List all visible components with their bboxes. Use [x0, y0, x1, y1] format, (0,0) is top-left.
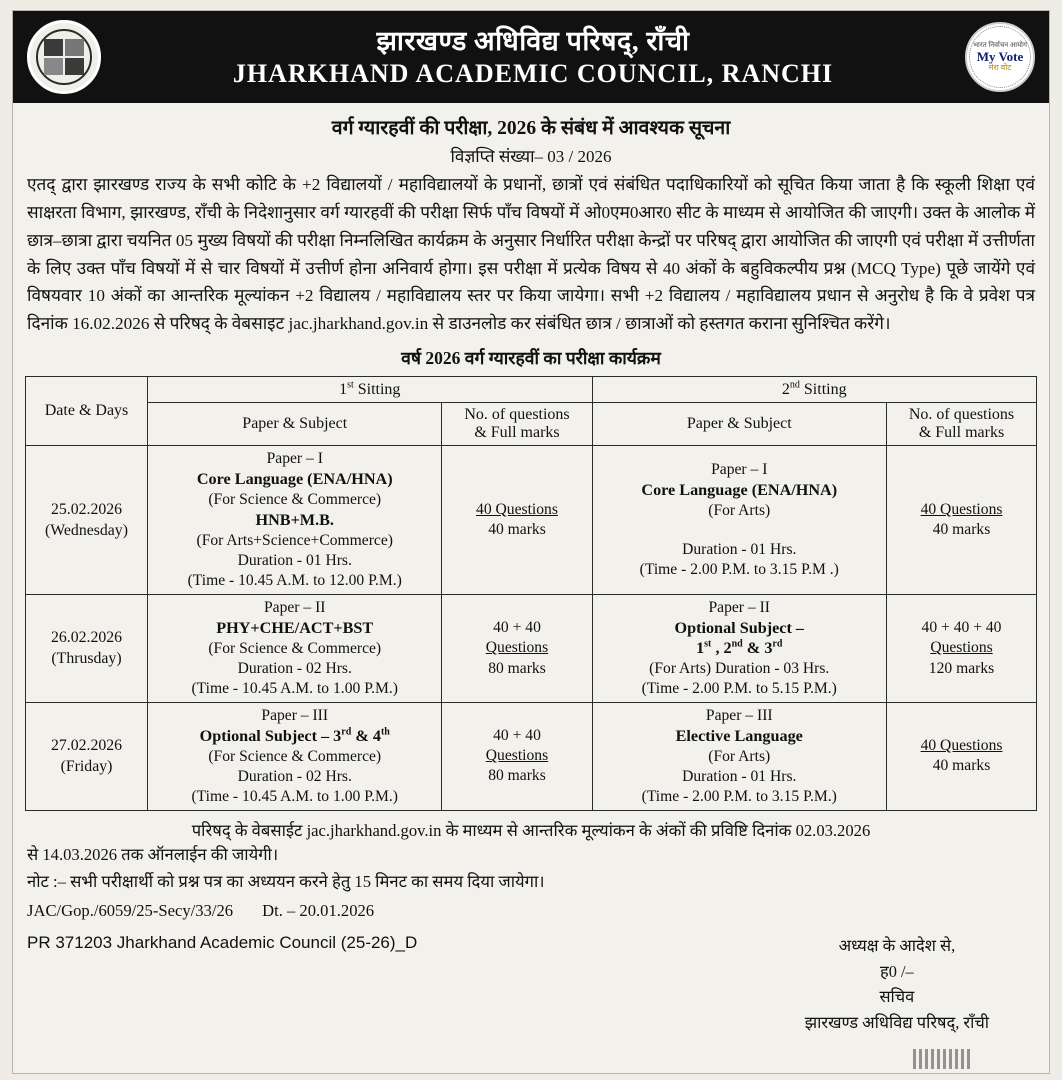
table-row: [26, 446, 1037, 594]
th-sitting-2-label: 2nd Sitting: [781, 380, 847, 399]
table-row: [26, 594, 1037, 702]
table-header-row-2: [26, 403, 1037, 446]
exam-date: 26.02.2026: [50, 629, 123, 647]
th-paper-subject-1: Paper & Subject: [148, 403, 442, 446]
my-vote-top-text: भारत निर्वाचन आयोग: [973, 41, 1027, 49]
cell-sitting2-questions: 40 Questions 40 marks: [887, 703, 1037, 811]
table-body: [26, 446, 1037, 810]
th-sitting-1: [148, 377, 593, 403]
cell-sitting2-paper: Paper – III Elective Language (For Arts) Duration - 01 Hrs. (Time - 2.00 P.M. to 3.15 P.M.): [592, 703, 887, 811]
cell-sitting2-paper: Paper – II Optional Subject – 1st , 2nd & 3rd (For Arts) Duration - 03 Hrs. (Time - 2.00 P.M. to 5.15 P.M.): [592, 594, 887, 702]
cell-sitting2-questions: 40 + 40 + 40 Questions 120 marks: [887, 594, 1037, 702]
exam-day: (Wednesday): [45, 522, 128, 540]
footer-reference: [27, 899, 1035, 924]
schedule-title: वर्ष 2026 वर्ग ग्यारहवीं का परीक्षा कार्यक्रम: [401, 348, 661, 369]
th-sitting-2: [592, 377, 1037, 403]
my-vote-main-text: My Vote: [976, 49, 1024, 64]
jac-emblem-icon: [27, 20, 101, 94]
signature-sd: ह0 /–: [879, 961, 914, 981]
signature-block: [805, 933, 989, 1035]
my-vote-logo-icon: [965, 22, 1035, 92]
notice-heading: वर्ग ग्यारहवीं की परीक्षा, 2026 के संबंध में आवश्यक सूचना: [331, 118, 731, 139]
th-questions-1-l1: No. of questions: [464, 406, 570, 424]
cell-sitting1-paper: Paper – I Core Language (ENA/HNA) (For Science & Commerce) HNB+M.B. (For Arts+Science+Commerce) Duration - 01 Hrs. (Time - 10.45 A.M. to 12.00 P.M.): [148, 446, 442, 594]
cell-sitting1-questions: 40 + 40 Questions 80 marks: [442, 594, 592, 702]
footer-line-2: से 14.03.2026 तक ऑनलाईन की जायेगी।: [27, 845, 279, 865]
exam-schedule-table: [25, 376, 1037, 810]
cell-sitting1-paper: Paper – III Optional Subject – 3rd & 4th (For Science & Commerce) Duration - 02 Hrs. (Time - 10.45 A.M. to 1.00 P.M.): [148, 703, 442, 811]
exam-day: (Thrusday): [51, 650, 122, 668]
exam-date: 27.02.2026: [50, 737, 123, 754]
stamp-mark-icon: [913, 1049, 971, 1069]
th-questions-1: [442, 403, 592, 446]
th-questions-1-l2: & Full marks: [474, 424, 560, 442]
org-title-english: JHARKHAND ACADEMIC COUNCIL, RANCHI: [232, 59, 834, 89]
th-questions-2-l1: No. of questions: [908, 406, 1015, 424]
cell-sitting2-paper: Paper – I Core Language (ENA/HNA) (For Arts) Duration - 01 Hrs. (Time - 2.00 P.M. to 3.15 P.M .): [592, 446, 887, 594]
notice-sheet: [12, 10, 1050, 1074]
footer-ref-number: JAC/Gop./6059/25-Secy/33/26: [27, 901, 234, 921]
notice-paragraph: एतद् द्वारा झारखण्ड राज्य के सभी कोटि के +2 विद्यालयों / महाविद्यालयों के प्रधानों, छात्रों एवं संबंधित पदाधिकारियों को सूचित किया जाता है कि स्कूली शिक्षा एवं साक्षरता विभाग, झारखण्ड, राँची के निदेशानुसार वर्ग ग्यारहवीं की परीक्षा सिर्फ पाँच विषयों में ओ0एम0आर0 सीट के माध्यम से आयोजित की जाएगी। उक्त के आलोक में छात्र–छात्रा द्वारा चयनित 05 मुख्य विषयों की परीक्षा निम्नलिखित कार्यक्रम के अनुसार निर्धारित परीक्षा केन्द्रों पर परिषद् द्वारा आयोजित की जाएगी एवं परीक्षा में उत्तीर्णता के लिए उक्त पाँच विषयों में से चार विषयों में उत्तीर्ण होना अनिवार्य होगा। इस परीक्षा में प्रत्येक विषय से 40 अंकों के बहुविकल्पीय प्रश्न (MCQ Type) पूछे जायेंगे एवं विषयवार 10 अंकों का आन्तरिक मूल्यांकन +2 विद्यालय / महाविद्यालय स्तर पर किया जायेगा। सभी +2 विद्यालय / महाविद्यालय प्रधान से अनुरोध है कि वे प्रवेश पत्र दिनांक 16.02.2026 से परिषद् के वेबसाइट jac.jharkhand.gov.in से डाउनलोड कर संबंधित छात्र / छात्राओं को हस्तगत कराना सुनिश्चित करेंगे।: [27, 175, 1035, 334]
footer-ref-date: Dt. – 20.01.2026: [262, 901, 375, 921]
footer-note: नोट :– सभी परीक्षार्थी को प्रश्न पत्र का अध्ययन करने हेतु 15 मिनट का समय दिया जायेगा।: [27, 872, 545, 892]
my-vote-sub-text: मेरा वोट: [988, 63, 1012, 72]
signatory-designation: सचिव: [879, 987, 915, 1007]
cell-date: [26, 703, 148, 811]
cell-sitting2-questions: 40 Questions 40 marks: [887, 446, 1037, 594]
th-questions-2-l2: & Full marks: [918, 424, 1005, 442]
th-paper-subject-2: Paper & Subject: [592, 403, 887, 446]
cell-date: [26, 594, 148, 702]
org-title-hindi: झारखण्ड अधिविद्य परिषद्, राँची: [376, 25, 690, 56]
exam-date: 25.02.2026: [50, 500, 123, 518]
cell-date: [26, 446, 148, 594]
footer-pr-line: PR 371203 Jharkhand Academic Council (25-26)_D: [27, 933, 418, 953]
exam-day: (Friday): [60, 758, 113, 776]
th-date-days: Date & Days: [26, 377, 148, 446]
cell-sitting1-questions: 40 Questions 40 marks: [442, 446, 592, 594]
signatory-office: झारखण्ड अधिविद्य परिषद्, राँची: [804, 1012, 989, 1032]
table-header-row-1: [26, 377, 1037, 403]
cell-sitting1-paper: Paper – II PHY+CHE/ACT+BST (For Science & Commerce) Duration - 02 Hrs. (Time - 10.45 A.M. to 1.00 P.M.): [148, 594, 442, 702]
th-questions-2: [887, 403, 1037, 446]
notice-number: विज्ञप्ति संख्या– 03 / 2026: [450, 147, 612, 166]
document-header: [13, 11, 1049, 103]
cell-sitting1-questions: 40 + 40 Questions 80 marks: [442, 703, 592, 811]
table-row: [26, 703, 1037, 811]
by-order-of: अध्यक्ष के आदेश से,: [838, 936, 956, 956]
footer-line-1: परिषद् के वेबसाईट jac.jharkhand.gov.in के माध्यम से आन्तरिक मूल्यांकन के अंकों की प्रविष्टि दिनांक 02.03.2026: [191, 820, 871, 840]
th-sitting-1-label: 1st Sitting: [339, 380, 401, 399]
header-titles: [101, 27, 965, 88]
